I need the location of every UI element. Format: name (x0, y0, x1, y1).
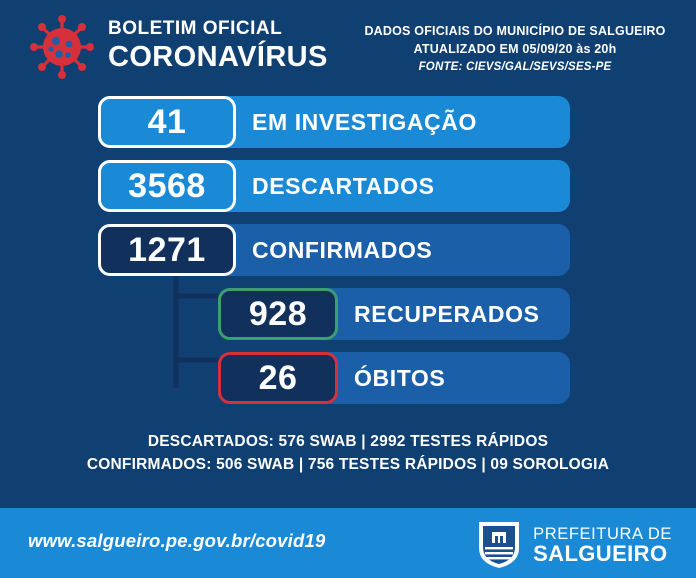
footnotes (0, 430, 696, 476)
website-link[interactable]: www.salgueiro.pe.gov.br/covid19 (28, 530, 326, 551)
stat-row-descartados (98, 160, 570, 212)
stat-value-confirmados: 1271 (98, 224, 236, 276)
poster-footer (0, 508, 696, 578)
title-line-2: CORONAVÍRUS (108, 41, 328, 73)
brand-line-1: PREFEITURA DE (533, 525, 672, 543)
stat-row-recuperados (218, 288, 570, 340)
stat-value-obitos: 26 (218, 352, 338, 404)
stat-row-confirmados (98, 224, 570, 276)
stat-value-recuperados: 928 (218, 288, 338, 340)
city-brand (475, 518, 672, 570)
stat-label-obitos: ÓBITOS (354, 364, 446, 391)
stat-label-confirmados: CONFIRMADOS (252, 236, 433, 263)
stat-value-descartados: 3568 (98, 160, 236, 212)
stat-label-descartados: DESCARTADOS (252, 172, 435, 199)
info-line-1: DADOS OFICIAIS DO MUNICÍPIO DE SALGUEIRO (364, 24, 666, 38)
footnote-confirmados: CONFIRMADOS: 506 SWAB | 756 TESTES RÁPIDOS | 09 SOROLOGIA (86, 456, 610, 473)
brand-line-2: SALGUEIRO (533, 541, 668, 566)
stat-row-em-investigacao (98, 96, 570, 148)
footnote-descartados: DESCARTADOS: 576 SWAB | 2992 TESTES RÁPIDOS (147, 433, 549, 450)
stat-row-obitos (218, 352, 570, 404)
stat-label-recuperados: RECUPERADOS (354, 300, 540, 327)
shield-crest-icon (475, 518, 523, 570)
stat-value-em-investigacao: 41 (98, 96, 236, 148)
poster-header (0, 0, 696, 86)
title-line-1: BOLETIM OFICIAL (108, 18, 283, 39)
coronavirus-icon (26, 14, 98, 80)
brand-text (533, 524, 672, 564)
stat-label-em-investigacao: EM INVESTIGAÇÃO (252, 108, 477, 135)
info-line-2: ATUALIZADO EM 05/09/20 às 20h (413, 42, 617, 56)
poster-title (108, 18, 328, 73)
header-info (350, 22, 680, 76)
info-line-3: FONTE: CIEVS/GAL/SEVS/SES-PE (418, 61, 612, 73)
